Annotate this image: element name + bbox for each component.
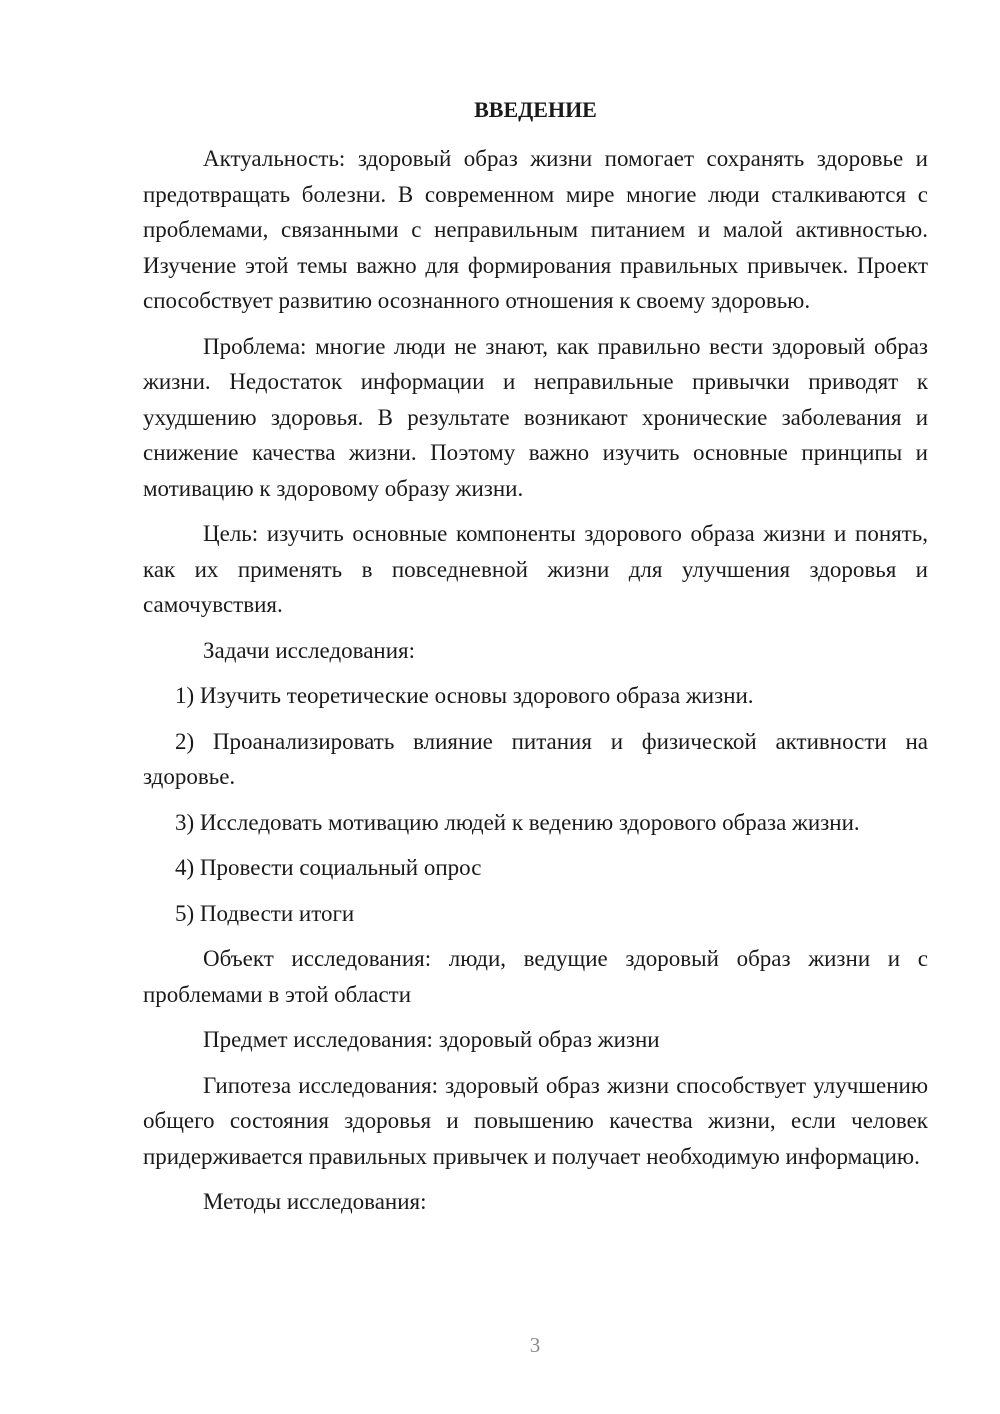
paragraph-tasks-heading: Задачи исследования: (203, 637, 416, 663)
page-content (143, 92, 928, 1230)
task-item-4: 4) Провести социальный опрос (175, 855, 482, 880)
paragraph-relevance: Актуальность: здоровый образ жизни помогает сохранять здоровье и предотвращать болезни. В современном мире многие люди сталкиваются с проблемами, связанными с неправильным питанием и малой активностью. Изучение этой темы важно для формирования правильных привычек. Проект способствует развитию осознанного отношения к своему здоровью. (143, 146, 928, 313)
task-item-2: 2) Проанализировать влияние питания и физической активности на здоровье. (143, 728, 928, 789)
paragraph-problem: Проблема: многие люди не знают, как правильно вести здоровый образ жизни. Недостаток информации и неправильные привычки приводят к ухудшению здоровья. В результате возникают хронические заболевания и снижение качества жизни. Поэтому важно изучить основные принципы и мотивацию к здоровому образу жизни. (143, 333, 928, 501)
page-title: ВВЕДЕНИЕ (474, 97, 597, 122)
page-number: 3 (529, 1333, 541, 1357)
task-item-1: 1) Изучить теоретические основы здорового образа жизни. (175, 683, 754, 708)
paragraph-subject: Предмет исследования: здоровый образ жизни (203, 1027, 660, 1052)
task-item-5: 5) Подвести итоги (175, 900, 355, 926)
paragraph-goal: Цель: изучить основные компоненты здорового образа жизни и понять, как их применять в повседневной жизни для улучшения здоровья и самочувствия. (143, 521, 928, 617)
paragraph-hypothesis: Гипотеза исследования: здоровый образ жизни способствует улучшению общего состояния здоровья и повышению качества жизни, если человек придерживается правильных привычек и получает необходимую информацию. (143, 1072, 928, 1169)
paragraph-methods: Методы исследования: (203, 1189, 427, 1214)
task-item-3: 3) Исследовать мотивацию людей к ведению здорового образа жизни. (175, 809, 860, 835)
paragraph-object: Объект исследования: люди, ведущие здоровый образ жизни и с проблемами в этой области (143, 946, 928, 1007)
